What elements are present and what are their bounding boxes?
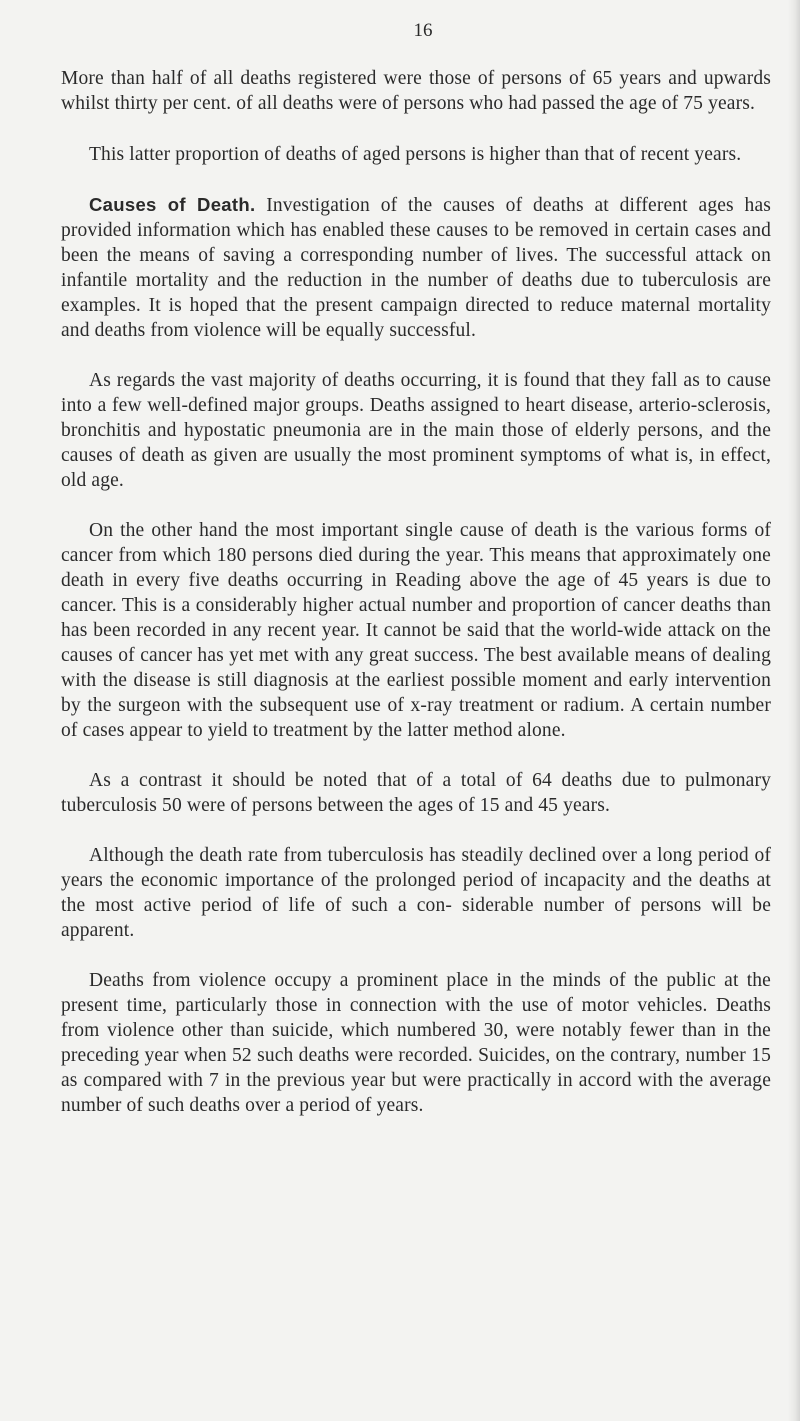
section-heading: Causes of Death. — [89, 194, 256, 215]
page-number: 16 — [413, 20, 433, 41]
paragraph-major-groups: As regards the vast majority of deaths occurring, it is found that they fall as to cause into a few well-defined major groups. Deaths assigned to heart disease, arterio-sclerosis, bronchitis and hypostatic pneumonia are in the main those of elderly persons, and the causes of death as given are usually the most prominent symptoms of what is, in effect, old age. — [61, 370, 771, 491]
paragraph-tuberculosis-contrast: As a contrast it should be noted that of a total of 64 deaths due to pulmonary tuberculosis 50 were of persons between the ages of 15 and 45 years. — [61, 770, 771, 816]
causes-of-death-text: Investigation of the causes of deaths at different ages has provided information which has enabled these causes to be removed in certain cases and been the means of saving a corresponding number of lives. The successful attack on infantile mortality and the reduction in the number of deaths due to tuberculosis are examples. It is hoped that the present campaign directed to reduce maternal mortality and deaths from violence will be equally successful. — [61, 195, 771, 341]
page-edge-shadow — [788, 0, 800, 1421]
paragraph-causes-of-death — [61, 192, 771, 343]
paragraph-violence: Deaths from violence occupy a prominent place in the minds of the public at the present time, particularly those in connection with the use of motor vehicles. Deaths from violence other than suicide, which numbered 30, were notably fewer than in the preceding year when 52 such deaths were recorded. Suicides, on the contrary, number 15 as compared with 7 in the previous year but were practically in accord with the average number of such deaths over a period of years. — [61, 970, 771, 1116]
document-page — [61, 0, 771, 1143]
paragraph-aged-deaths: More than half of all deaths registered were those of persons of 65 years and upwards whilst thirty per cent. of all deaths were of persons who had passed the age of 75 years. — [61, 68, 771, 114]
paragraph-aged-proportion: This latter proportion of deaths of aged persons is higher than that of recent years. — [89, 144, 742, 165]
paragraph-cancer: On the other hand the most important single cause of death is the various forms of cancer from which 180 persons died during the year. This means that approximately one death in every five deaths occurring in Reading above the age of 45 years is due to cancer. This is a considerably higher actual number and proportion of cancer deaths than has been recorded in any recent year. It cannot be said that the world-wide attack on the causes of cancer has yet met with any great success. The best available means of dealing with the disease is still diagnosis at the earliest possible moment and early intervention by the surgeon with the subsequent use of x-ray treatment or radium. A certain number of cases appear to yield to treatment by the latter method alone. — [61, 520, 771, 741]
paragraph-tuberculosis-decline: Although the death rate from tuberculosis has steadily declined over a long period of years the economic importance of the prolonged period of incapacity and the deaths at the most active period of life of such a con- siderable number of persons will be apparent. — [61, 845, 771, 941]
